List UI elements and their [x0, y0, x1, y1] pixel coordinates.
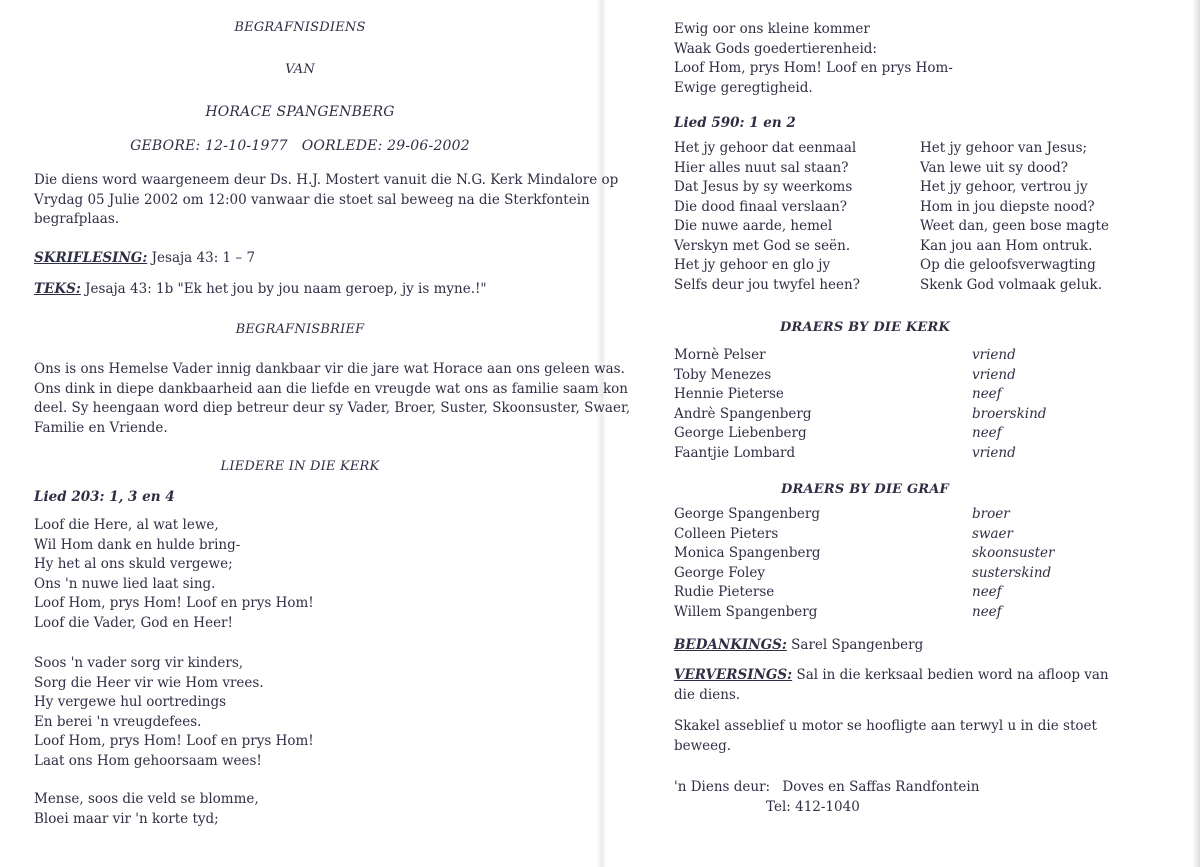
brief-line: Ons is ons Hemelse Vader innig dankbaar vir die jare wat Horace aan ons geleen was. [34, 361, 625, 377]
verse-line: Kan jou aan Hom ontruk. [920, 237, 1093, 254]
verse-line: Wil Hom dank en hulde bring- [34, 536, 241, 553]
bearer-name: Toby Menezes [674, 366, 772, 383]
draers-graf-relations [972, 505, 1054, 622]
right-page [600, 0, 1200, 867]
verse-line: Selfs deur jou twyfel heen? [674, 276, 860, 293]
verse-line: Het jy gehoor, vertrou jy [920, 179, 1088, 195]
verse-line: Van lewe uit sy dood? [920, 159, 1069, 176]
skakel-paragraph [674, 717, 1097, 756]
bearer-name: George Foley [674, 564, 765, 581]
verse-line: Het jy gehoor van Jesus; [920, 140, 1088, 156]
verse-line: Ewige geregtigheid. [674, 79, 813, 96]
bearer-relation: susterskind [972, 564, 1052, 581]
service-paragraph [34, 171, 618, 230]
verse-line: Waak Gods goedertierenheid: [674, 40, 877, 57]
skakel-line: Skakel asseblief u motor se hoofligte aan terwyl u in die stoet [674, 718, 1097, 734]
bearer-name: Colleen Pieters [674, 525, 779, 542]
brief-line: deel. Sy heengaan word diep betreur deur sy Vader, Broer, Suster, Skoonsuster, Swaer, [34, 400, 631, 416]
program-title: BEGRAFNISDIENS [234, 20, 366, 35]
verse-line: Mense, soos die veld se blomme, [34, 791, 259, 807]
bearer-relation: neef [972, 603, 1002, 620]
bearer-name: George Liebenberg [674, 425, 807, 441]
draers-graf-names [674, 505, 821, 622]
verse-line: Hy vergewe hul oortredings [34, 694, 227, 710]
verversings-line: die diens. [674, 686, 741, 703]
lied-590-column-2 [920, 139, 1109, 295]
lied-590-label: Lied 590: 1 en 2 [674, 115, 796, 131]
bearer-relation: vriend [972, 366, 1016, 383]
teks-label: TEKS: [34, 281, 81, 297]
verse-line: Het jy gehoor en glo jy [674, 257, 831, 273]
verse-line: En berei 'n vreugdefees. [34, 713, 202, 730]
bedankings-text: Sarel Spangenberg [791, 637, 924, 653]
diens-deur-label: 'n Diens deur: [674, 779, 771, 795]
bearer-relation: vriend [972, 444, 1016, 461]
skriflesing-label: SKRIFLESING: [34, 250, 148, 266]
draers-kerk-heading: DRAERS BY DIE KERK [779, 320, 951, 335]
bearer-name: Mornè Pelser [674, 347, 766, 363]
verse-line: Loof Hom, prys Hom! Loof en prys Hom! [34, 733, 314, 749]
verversings-block [674, 666, 1109, 705]
verse-line: Ons 'n nuwe lied laat sing. [34, 575, 216, 592]
service-line: begrafplaas. [34, 211, 120, 227]
hymn-verse-2 [34, 654, 314, 771]
diens-deur-text: Doves en Saffas Randfontein [782, 779, 980, 795]
bedankings-row [674, 636, 923, 656]
verse-line: Hom in jou diepste nood? [920, 198, 1095, 215]
bearer-relation: neef [972, 584, 1002, 600]
verse-line: Laat ons Hom gehoorsaam wees! [34, 752, 262, 769]
teks-row [34, 280, 487, 300]
brief-paragraph [34, 360, 630, 438]
hymn-verse-1 [34, 516, 314, 633]
verse-line: Sorg die Heer vir wie Hom vrees. [34, 674, 264, 691]
lied-590-column-1 [674, 139, 860, 295]
program-van: VAN [285, 62, 315, 77]
bearer-relation: vriend [972, 347, 1016, 363]
diens-deur-row [674, 778, 979, 798]
bedankings-label: BEDANKINGS: [674, 637, 787, 653]
verse-line: Dat Jesus by sy weerkoms [674, 179, 853, 195]
bearer-name: Andrè Spangenberg [674, 405, 812, 422]
verse-line: Loof die Here, al wat lewe, [34, 517, 219, 533]
draers-kerk-names [674, 346, 812, 463]
teks-text: Jesaja 43: 1b "Ek het jou by jou naam geroep, jy is myne.!" [85, 281, 487, 297]
skriflesing-row [34, 249, 255, 269]
bearer-relation: neef [972, 425, 1002, 441]
skakel-line: beweeg. [674, 737, 732, 754]
skriflesing-text: Jesaja 43: 1 – 7 [151, 250, 256, 266]
bearer-relation: swaer [972, 525, 1013, 542]
verse-line: Soos 'n vader sorg vir kinders, [34, 655, 244, 671]
verse-line: Bloei maar vir 'n korte tyd; [34, 810, 219, 827]
verse-line: Hy het al ons skuld vergewe; [34, 556, 233, 572]
verse-line: Skenk God volmaak geluk. [920, 276, 1102, 293]
service-line: Die diens word waargeneem deur Ds. H.J. Mostert vanuit die N.G. Kerk Mindalore op [34, 172, 619, 188]
service-line: Vrydag 05 Julie 2002 om 12:00 vanwaar die stoet sal beweeg na die Sterkfontein [34, 191, 590, 208]
verse-line: Weet dan, geen bose magte [920, 218, 1109, 234]
verse-line: Het jy gehoor dat eenmaal [674, 140, 857, 156]
verse-line: Op die geloofsverwagting [920, 257, 1096, 273]
draers-graf-heading: DRAERS BY DIE GRAF [781, 482, 949, 497]
bearer-relation: skoonsuster [972, 545, 1055, 561]
brief-line: Ons dink in diepe dankbaarheid aan die liefde en vreugde wat ons as familie saam kon [34, 380, 628, 397]
deceased-name: HORACE SPANGENBERG [205, 104, 395, 120]
bearer-relation: broer [972, 506, 1010, 522]
bearer-relation: neef [972, 386, 1002, 402]
telephone: Tel: 412-1040 [766, 799, 860, 815]
bearer-name: Faantjie Lombard [674, 444, 796, 461]
hymn-verse-3 [34, 790, 259, 829]
bearer-name: Rudie Pieterse [674, 584, 775, 600]
bearer-relation: broerskind [972, 405, 1047, 422]
verversings-line: Sal in die kerksaal bedien word na afloop van [796, 667, 1109, 683]
verversings-label: VERVERSINGS: [674, 667, 793, 683]
bearer-name: Willem Spangenberg [674, 603, 818, 620]
verse-line: Loof die Vader, God en Heer! [34, 614, 233, 631]
verse-line: Verskyn met God se seën. [674, 237, 851, 254]
verse-line: Ewig oor ons kleine kommer [674, 21, 870, 37]
brief-heading: BEGRAFNISBRIEF [235, 322, 365, 337]
verse-line: Loof Hom, prys Hom! Loof en prys Hom- [674, 60, 953, 76]
bearer-name: Monica Spangenberg [674, 545, 821, 561]
bearer-name: Hennie Pieterse [674, 386, 784, 402]
brief-line: Familie en Vriende. [34, 419, 168, 436]
birth-death-dates: GEBORE: 12-10-1977 OORLEDE: 29-06-2002 [130, 138, 470, 154]
draers-kerk-relations [972, 346, 1046, 463]
verse-line: Loof Hom, prys Hom! Loof en prys Hom! [34, 595, 314, 611]
verse-line: Die nuwe aarde, hemel [674, 218, 833, 234]
hymn-verse-3-continued [674, 20, 953, 98]
verse-line: Hier alles nuut sal staan? [674, 159, 849, 176]
liedere-heading: LIEDERE IN DIE KERK [220, 459, 380, 474]
lied-203-label: Lied 203: 1, 3 en 4 [34, 489, 175, 505]
verse-line: Die dood finaal verslaan? [674, 198, 848, 215]
bearer-name: George Spangenberg [674, 506, 820, 522]
